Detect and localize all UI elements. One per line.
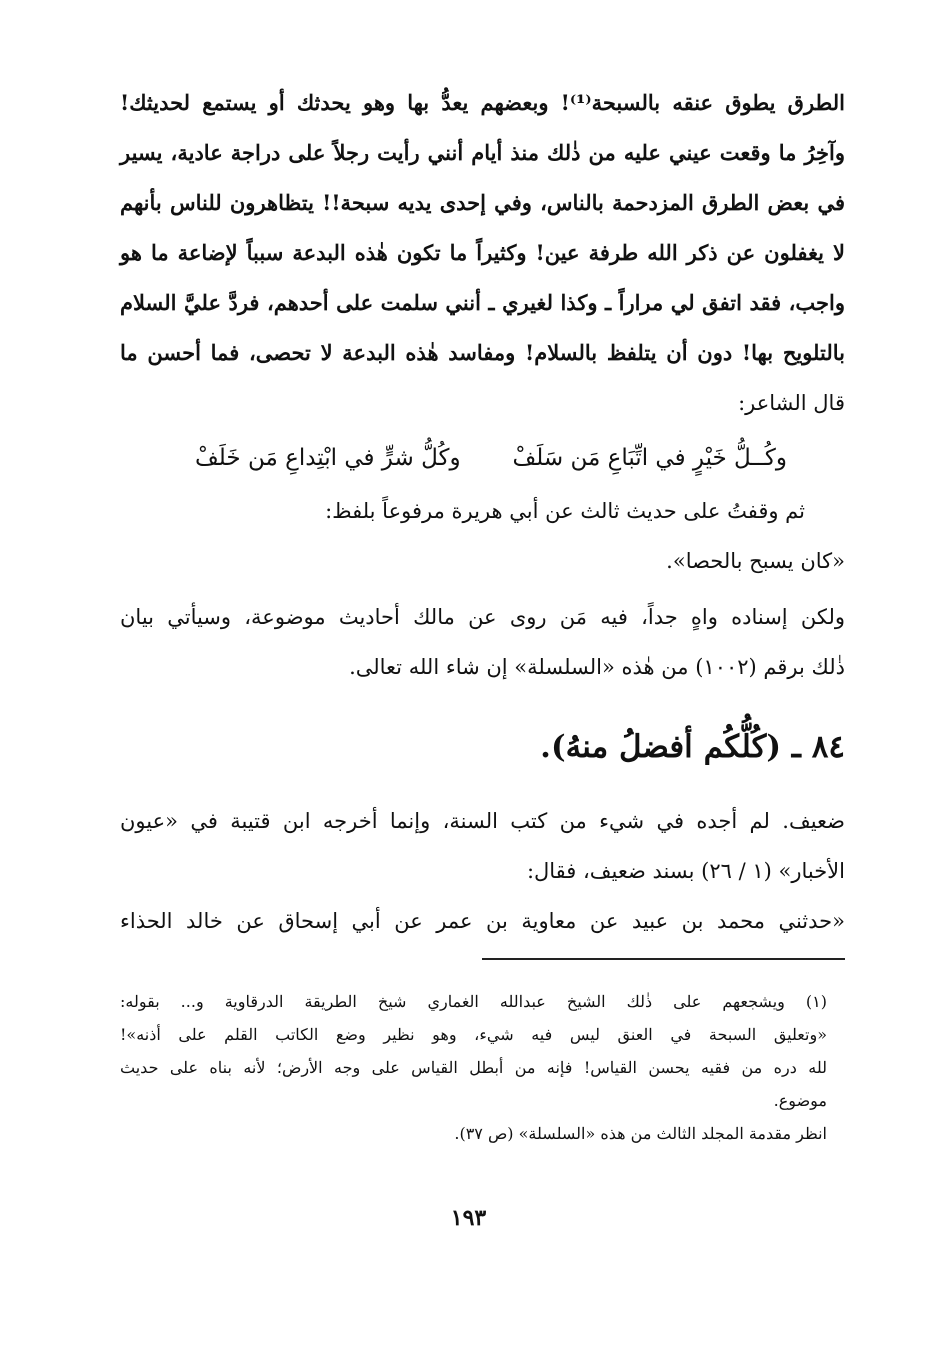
text-line: «حدثني محمد بن عبيد عن معاوية بن عمر عن أبي إسحاق عن خالد الحذاء bbox=[120, 909, 845, 933]
section-heading: ٨٤ ـ (كُلُّكُم أفضلُ منهُ). bbox=[540, 729, 845, 765]
text-line: ولكن إسناده واهٍ جداً، فيه مَن روى عن مالك أحاديث موضوعة، وسيأتي بيان bbox=[120, 605, 845, 629]
text-line: واجب، فقد اتفق لي مراراً ـ وكذا لغيري ـ أنني سلمت على أحدهم، فردَّ عليَّ السلام bbox=[120, 290, 846, 315]
text-line: وآخِرُ ما وقعت عيني عليه من ذٰلك منذ أيام أنني رأيت رجلاً على دراجة عادية، يسير bbox=[120, 140, 845, 165]
footnote-line: «وتعليق السبحة في العنق ليس فيه شيء، وهو نظير وضع الكاتب القلم على أذنه»! bbox=[120, 1025, 827, 1044]
text-line: الطرق يطوق عنقه بالسبحة⁽¹⁾! وبعضهم يعدُّ بها وهو يحدثك أو يستمع لحديثك! bbox=[120, 90, 845, 115]
text-line: ذٰلك برقم (١٠٠٢) من هٰذه «السلسلة» إن شاء الله تعالى. bbox=[349, 655, 845, 679]
text-line: ضعيف. لم أجده في شيء من كتب السنة، وإنما أخرجه ابن قتيبة في «عيون bbox=[120, 809, 845, 833]
main-text bbox=[120, 78, 845, 946]
footnote-line: موضوع. bbox=[773, 1091, 827, 1110]
poetry-verse bbox=[120, 430, 845, 486]
text-line: بالتلويح بها! دون أن يتلفظ بالسلام! ومفاسد هٰذه البدعة لا تحصى، فما أحسن ما bbox=[120, 340, 845, 365]
text-line: لا يغفلون عن ذكر الله طرفة عين! وكثيراً ما تكون هٰذه البدعة سبباً لإضاعة ما هو bbox=[120, 240, 845, 265]
footnote-line: لله دره من فقيه يحسن القياس! فإنه من أبطل القياس على وجه الأرض؛ لأنه بناه على حديث bbox=[120, 1058, 827, 1077]
text-line: ثم وقفتُ على حديث ثالث عن أبي هريرة مرفوعاً بلفظ: bbox=[325, 499, 805, 523]
text-line: قال الشاعر: bbox=[738, 391, 845, 415]
verse-first-hemistich: وكُــلُّ خَيْرٍ في اتِّبَاعِ مَن سَلَفْ bbox=[512, 445, 787, 471]
footnote-divider bbox=[482, 958, 845, 960]
footnote-line: (١) ويشجعهم على ذٰلك الشيخ عبدالله الغماري شيخ الطريقة الدرقاوية و... بقوله: bbox=[120, 992, 827, 1011]
verse-second-hemistich: وكُلُّ شرٍّ في ابْتِداعِ مَن خَلَفْ bbox=[195, 445, 461, 471]
text-line: في بعض الطرق المزدحمة بالناس، وفي إحدى يديه سبحة!! يتظاهرون للناس بأنهم bbox=[120, 190, 845, 215]
hadith-quote: «كان يسبح بالحصا». bbox=[666, 549, 845, 573]
text-line: الأخبار» (١ / ٢٦) بسند ضعيف، فقال: bbox=[526, 859, 845, 883]
footnote-line: انظر مقدمة المجلد الثالث من هذه «السلسلة» (ص ٣٧). bbox=[454, 1124, 827, 1143]
page-number: ١٩٣ bbox=[450, 1205, 487, 1231]
footnotes bbox=[120, 985, 845, 1150]
